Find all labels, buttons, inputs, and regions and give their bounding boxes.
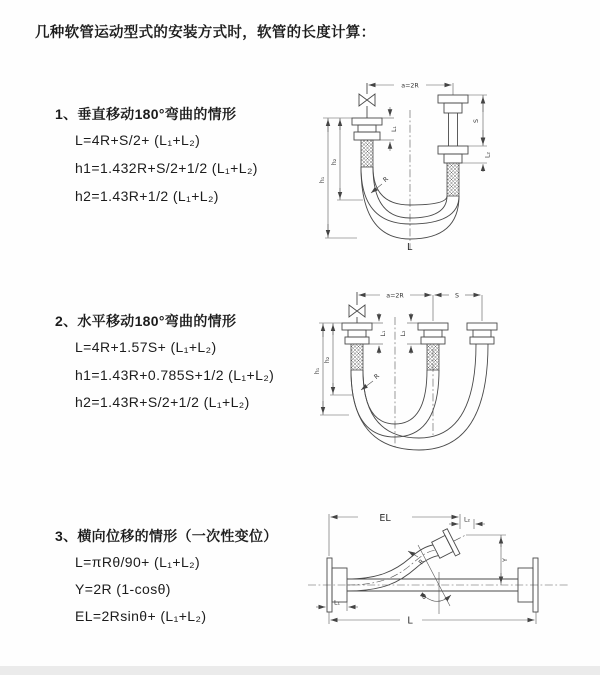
page-title: 几种软管运动型式的安装方式时，软管的长度计算： bbox=[35, 25, 376, 41]
dimension-y bbox=[466, 535, 509, 585]
dim-label-r: R bbox=[382, 175, 390, 184]
dim-label-s: S bbox=[473, 119, 480, 123]
diagram-lateral-displacement bbox=[300, 502, 585, 647]
diagram-2-svg bbox=[313, 287, 571, 455]
hose-u-bends bbox=[351, 344, 488, 450]
page-bottom-strip bbox=[0, 666, 600, 675]
dim-label-l2: L₂ bbox=[463, 516, 471, 524]
right-hose-fitting bbox=[467, 323, 497, 344]
diagram-3-svg bbox=[300, 502, 585, 647]
dimension-l1 bbox=[316, 600, 358, 612]
dim-label-a2r: a=2R bbox=[401, 82, 419, 90]
section-1-heading: 1、垂直移动180°弯曲的情形 bbox=[55, 106, 237, 122]
dim-label-h1: h₁ bbox=[319, 176, 326, 184]
dimension-l1 bbox=[380, 107, 398, 151]
diagram-1-svg bbox=[315, 78, 565, 258]
left-hose-fitting bbox=[342, 323, 372, 370]
dim-label-l-length: L bbox=[407, 615, 413, 627]
dim-label-h1: h₁ bbox=[314, 367, 321, 375]
section-2-formula-h2: h2=1.43R+S/2+1/2 (L₁+L₂) bbox=[75, 394, 250, 410]
radius-callout bbox=[361, 372, 381, 390]
section-2-formula-l: L=4R+1.57S+ (L₁+L₂) bbox=[75, 339, 217, 355]
dimension-h1 bbox=[314, 323, 349, 415]
valve-icon bbox=[359, 83, 375, 118]
dimension-l2 bbox=[400, 313, 421, 354]
section-3-heading: 3、横向位移的情形（一次性变位） bbox=[55, 528, 278, 544]
displaced-hose-s-curve bbox=[347, 545, 439, 591]
diagram-horizontal-180-bend bbox=[313, 287, 571, 455]
dim-label-y: Y bbox=[502, 558, 509, 562]
dim-label-l2: L₂ bbox=[400, 330, 407, 337]
dim-label-l1: L₁ bbox=[391, 125, 398, 133]
section-2-formula-h1: h1=1.43R+0.785S+1/2 (L₁+L₂) bbox=[75, 367, 275, 383]
section-1-formula-h2: h2=1.43R+1/2 (L₁+L₂) bbox=[75, 188, 219, 204]
radius-callout bbox=[408, 551, 426, 566]
dim-label-s: S bbox=[455, 292, 459, 300]
dimension-l bbox=[329, 612, 536, 627]
dimension-s bbox=[435, 293, 481, 300]
section-1-formula-h1: h1=1.432R+S/2+1/2 (L₁+L₂) bbox=[75, 160, 258, 176]
dim-label-r: R bbox=[417, 558, 426, 566]
right-hose-fitting bbox=[438, 83, 468, 196]
dimension-el bbox=[329, 513, 460, 556]
dim-label-l-length: L bbox=[407, 242, 413, 253]
dim-label-l1: L₁ bbox=[333, 599, 341, 607]
section-2-heading: 2、水平移动180°弯曲的情形 bbox=[55, 313, 237, 329]
section-3-formula-l: L=πRθ/90+ (L₁+L₂) bbox=[75, 554, 201, 570]
dimension-h1 bbox=[319, 118, 357, 238]
left-hose-fitting bbox=[352, 118, 382, 167]
section-3-formula-el: EL=2Rsinθ+ (L₁+L₂) bbox=[75, 608, 207, 624]
dimension-a-2r bbox=[369, 83, 452, 90]
middle-hose-fitting bbox=[418, 323, 448, 370]
dim-label-a2r: a=2R bbox=[386, 292, 404, 300]
dimension-l2 bbox=[449, 517, 485, 530]
section-3-formula-y: Y=2R (1-cosθ) bbox=[75, 581, 171, 597]
dim-label-theta: θ bbox=[422, 594, 426, 601]
dim-label-h2: h₂ bbox=[324, 356, 331, 364]
dimension-a-2r bbox=[359, 293, 483, 322]
diagram-vertical-180-bend bbox=[315, 78, 565, 258]
dimension-s bbox=[468, 95, 487, 146]
braid-section bbox=[447, 163, 459, 196]
section-1-formula-l: L=4R+S/2+ (L₁+L₂) bbox=[75, 132, 201, 148]
dim-label-l2: L₂ bbox=[484, 151, 492, 159]
dimension-l2 bbox=[460, 137, 492, 172]
dim-label-h2: h₂ bbox=[331, 158, 338, 166]
dimension-l1 bbox=[369, 313, 387, 354]
valve-icon bbox=[349, 292, 365, 323]
dimension-h2 bbox=[323, 118, 363, 200]
braid-section bbox=[427, 344, 439, 370]
dim-label-r: R bbox=[373, 372, 381, 381]
dim-label-l1: L₁ bbox=[380, 330, 387, 337]
braid-section bbox=[351, 344, 363, 370]
dim-label-el: EL bbox=[379, 513, 391, 524]
braid-section bbox=[361, 140, 373, 167]
